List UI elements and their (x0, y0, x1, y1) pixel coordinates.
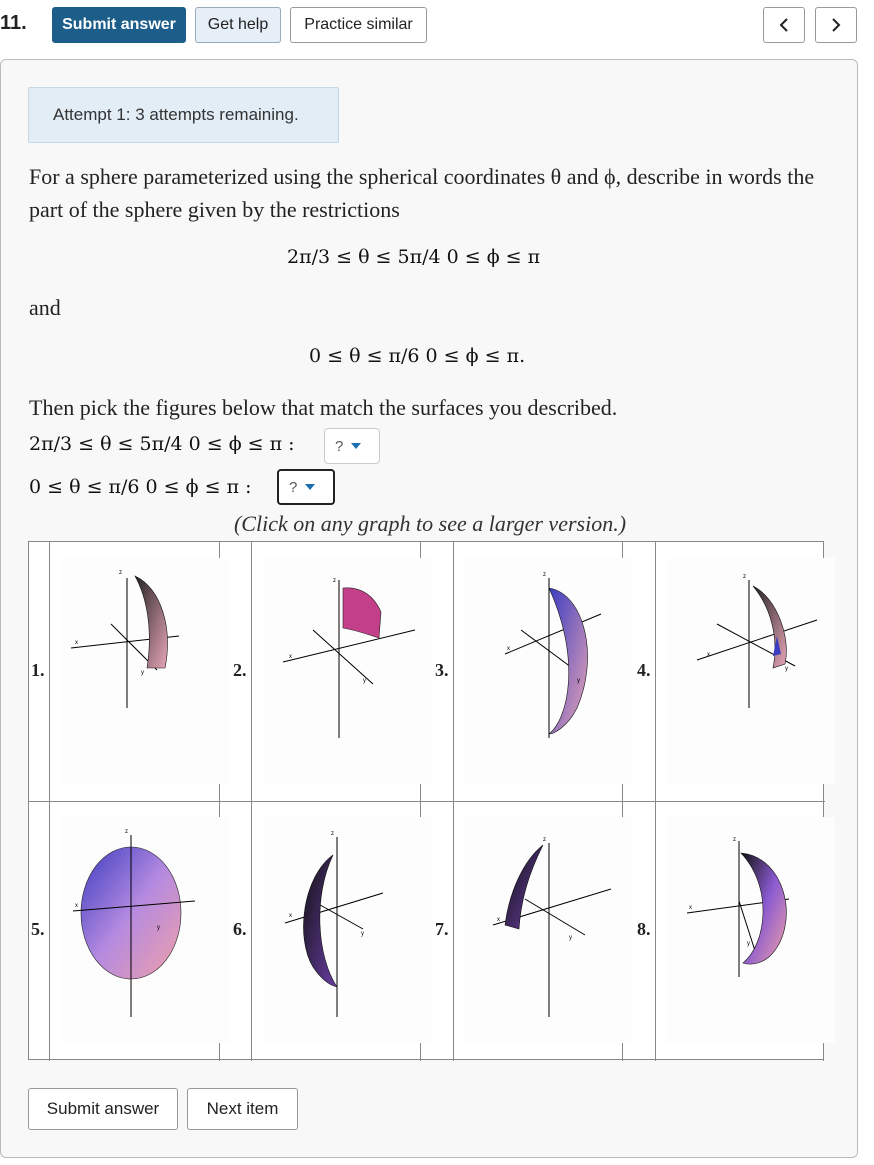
figure-cell-5 (29, 801, 231, 1060)
next-question-button[interactable] (815, 7, 857, 43)
figure-cell-2 (231, 542, 433, 801)
figure-number: 2. (233, 660, 247, 680)
axis-label: x (289, 913, 292, 919)
figure-cell-3 (433, 542, 635, 801)
figure-7-graph[interactable] (465, 817, 633, 1043)
figure-number: 3. (435, 660, 449, 680)
figure-number: 4. (637, 660, 651, 680)
axis-label: z (743, 574, 746, 580)
and-text: and (29, 295, 61, 320)
axis-label: z (331, 831, 334, 837)
axis-label: y (361, 931, 364, 937)
figure-4-graph[interactable] (667, 558, 835, 784)
attempt-banner: Attempt 1: 3 attempts remaining. (28, 87, 339, 143)
axis-label: x (497, 917, 500, 923)
answer-select-1-value: ? (335, 437, 344, 455)
figure-number: 1. (31, 660, 45, 680)
axis-label: z (733, 837, 736, 843)
figure-1-graph[interactable] (61, 558, 229, 784)
submit-answer-button[interactable]: Submit answer (52, 7, 186, 43)
figure-3-graph[interactable] (465, 558, 633, 784)
figure-2-graph[interactable] (263, 558, 431, 784)
question-number: 11. (0, 12, 27, 34)
next-item-button[interactable]: Next item (187, 1088, 298, 1130)
axis-label: z (333, 578, 336, 584)
figure-number: 5. (31, 919, 45, 939)
caret-down-icon (351, 443, 361, 449)
answer-select-1[interactable] (324, 428, 380, 464)
question-toolbar (0, 0, 874, 52)
axis-label: y (157, 925, 160, 931)
graphs-caption: (Click on any graph to see a larger version.) (233, 511, 627, 536)
answer-label-2: 0 ≤ θ ≤ π/6 0 ≤ ϕ ≤ π : (29, 476, 252, 498)
axis-label: y (747, 941, 750, 947)
restriction-equation-1: 2π/3 ≤ θ ≤ 5π/4 0 ≤ ϕ ≤ π (287, 246, 541, 268)
axis-label: z (125, 829, 128, 835)
figure-number: 7. (435, 919, 449, 939)
caret-down-icon (305, 484, 315, 490)
previous-question-button[interactable] (763, 7, 805, 43)
figure-6-graph[interactable] (263, 817, 431, 1043)
figure-5-graph[interactable] (61, 817, 229, 1043)
axis-label: x (689, 905, 692, 911)
axis-label: y (363, 678, 366, 684)
axis-label: y (141, 670, 144, 676)
axis-label: z (543, 837, 546, 843)
answer-label-1: 2π/3 ≤ θ ≤ 5π/4 0 ≤ ϕ ≤ π : (29, 433, 295, 455)
footer-submit-answer-button[interactable]: Submit answer (28, 1088, 178, 1130)
figure-cell-7 (433, 801, 635, 1060)
figure-cell-4 (635, 542, 837, 801)
question-card (0, 59, 858, 1158)
figure-cell-1 (29, 542, 231, 801)
figure-8-graph[interactable] (667, 817, 835, 1043)
axis-label: x (75, 640, 78, 646)
axis-label: y (577, 678, 580, 684)
axis-label: y (569, 935, 572, 941)
figure-number: 8. (637, 919, 651, 939)
answer-select-2[interactable] (277, 469, 335, 505)
restriction-equation-2: 0 ≤ θ ≤ π/6 0 ≤ ϕ ≤ π. (309, 345, 526, 367)
practice-similar-button[interactable]: Practice similar (290, 7, 427, 43)
axis-label: x (75, 903, 78, 909)
axis-label: x (507, 646, 510, 652)
figure-number: 6. (233, 919, 247, 939)
figures-table (28, 541, 824, 1060)
axis-label: z (119, 570, 122, 576)
axis-label: x (289, 654, 292, 660)
question-instruction: Then pick the figures below that match the surfaces you described. (29, 395, 618, 420)
figure-cell-6 (231, 801, 433, 1060)
figure-cell-8 (635, 801, 837, 1060)
axis-label: z (543, 572, 546, 578)
chevron-left-icon (778, 18, 790, 32)
answer-select-2-value: ? (289, 478, 298, 496)
axis-label: y (785, 666, 788, 672)
get-help-button[interactable]: Get help (195, 7, 281, 43)
axis-label: x (707, 652, 710, 658)
chevron-right-icon (830, 18, 842, 32)
question-intro: For a sphere parameterized using the spherical coordinates θ and ϕ, describe in words the part of the sphere given by the restrictions (29, 164, 815, 222)
